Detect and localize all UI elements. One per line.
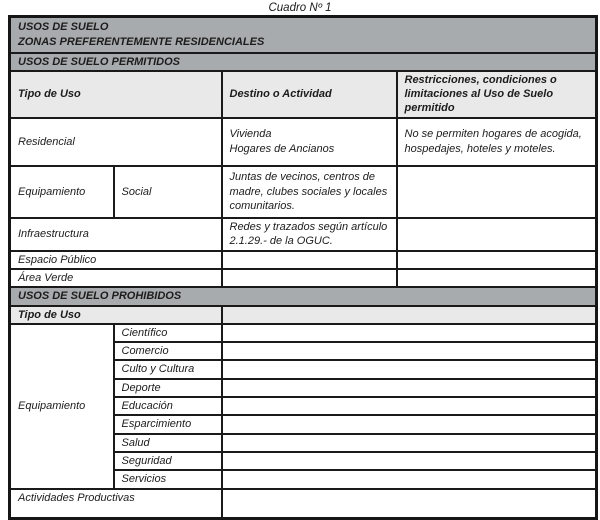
row-infraestructura (10, 218, 597, 251)
cell-tipo-infraestructura: Infraestructura (10, 218, 222, 251)
cell-subtipo: Salud (114, 434, 222, 452)
row-area-verde (10, 269, 597, 287)
column-header-tipo-de-uso: Tipo de Uso (10, 71, 222, 118)
cell-subtipo: Comercio (114, 342, 222, 360)
cell-tipo-residencial: Residencial (10, 118, 222, 166)
cell-subtipo: Científico (114, 324, 222, 342)
table-row (10, 306, 597, 324)
row-actividades-productivas (10, 489, 597, 519)
cell-restricciones-espacio-publico (397, 251, 597, 269)
section-header-permitted: USOS DE SUELO PERMITIDOS (10, 53, 597, 71)
document-title: Cuadro Nº 1 (268, 2, 332, 14)
cell-empty (222, 379, 597, 397)
cell-subtipo: Esparcimiento (114, 415, 222, 433)
cell-empty (222, 324, 597, 342)
land-use-table (8, 15, 598, 520)
section-header-zones: USOS DE SUELO ZONAS PREFERENTEMENTE RESIDENCIALES (10, 17, 597, 53)
cell-restricciones-infraestructura (397, 218, 597, 251)
cell-restricciones-area-verde (397, 269, 597, 287)
column-header-restricciones: Restricciones, condiciones o limitaciones al Uso de Suelo permitido (397, 71, 597, 118)
cell-subtipo: Seguridad (114, 452, 222, 470)
column-header-prohibited-empty (222, 306, 597, 324)
cell-subtipo: Culto y Cultura (114, 360, 222, 378)
cell-destino-residencial: Vivienda Hogares de Ancianos (222, 118, 397, 166)
cell-subtipo: Deporte (114, 379, 222, 397)
cell-empty (222, 360, 597, 378)
table-row (10, 287, 597, 305)
row-equipamiento-social (10, 166, 597, 218)
cell-restricciones-residencial: No se permiten hogares de acogida, hospedajes, hoteles y moteles. (397, 118, 597, 166)
row-prohibited-cientifico (10, 324, 597, 342)
cell-empty (222, 470, 597, 488)
cell-tipo-equipamiento-prohibited: Equipamiento (10, 324, 114, 489)
cell-destino-infraestructura: Redes y trazados según artículo 2.1.29.- de la OGUC. (222, 218, 397, 251)
cell-empty (222, 434, 597, 452)
cell-destino-equipamiento: Juntas de vecinos, centros de madre, clubes sociales y locales comunitarios. (222, 166, 397, 218)
column-header-tipo-de-uso-prohibited: Tipo de Uso (10, 306, 222, 324)
cell-tipo-espacio-publico: Espacio Público (10, 251, 222, 269)
cell-destino-area-verde (222, 269, 397, 287)
section-header-prohibited: USOS DE SUELO PROHIBIDOS (10, 287, 597, 305)
cell-empty (222, 342, 597, 360)
cell-destino-espacio-publico (222, 251, 397, 269)
cell-empty (222, 397, 597, 415)
cell-tipo-equipamiento: Equipamiento (10, 166, 114, 218)
cell-empty (222, 489, 597, 519)
cell-subtipo: Servicios (114, 470, 222, 488)
cell-restricciones-equipamiento (397, 166, 597, 218)
table-row (10, 71, 597, 118)
cell-empty (222, 452, 597, 470)
row-residencial (10, 118, 597, 166)
column-header-destino: Destino o Actividad (222, 71, 397, 118)
cell-tipo-area-verde: Área Verde (10, 269, 222, 287)
cell-subtipo: Educación (114, 397, 222, 415)
table-row (10, 53, 597, 71)
cell-subtipo-social: Social (114, 166, 222, 218)
row-espacio-publico (10, 251, 597, 269)
cell-tipo-actividades-productivas: Actividades Productivas (10, 489, 222, 519)
table-row (10, 17, 597, 53)
cell-empty (222, 415, 597, 433)
